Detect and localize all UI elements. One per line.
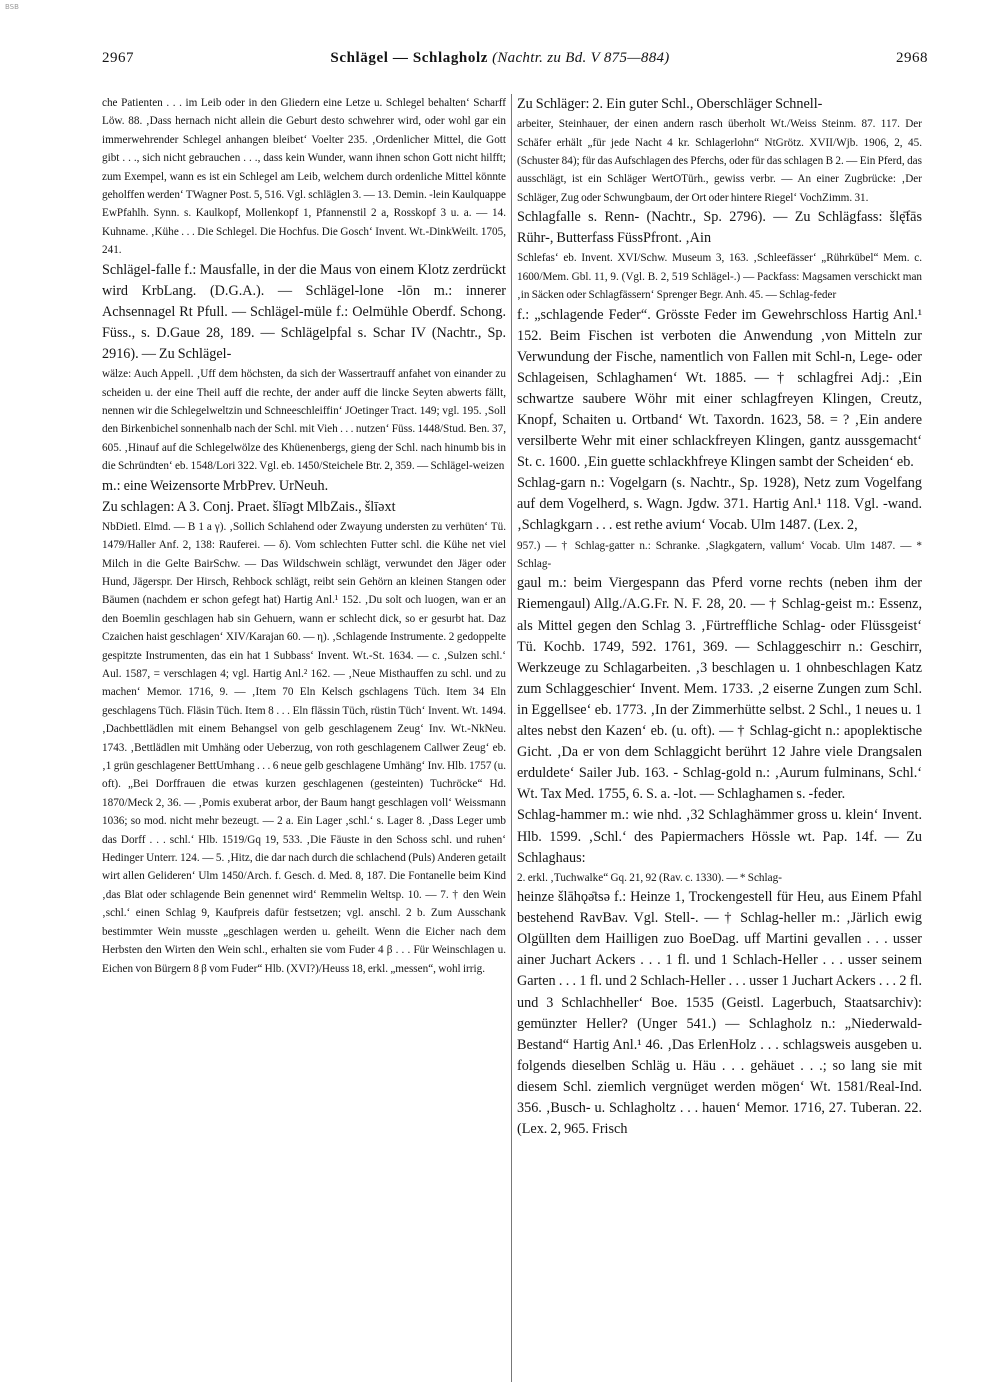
entry-paragraph: che Patienten . . . im Leib oder in den Gliedern eine Letze u. Schlegel behalten‘ Scharff Löw. 88. ‚Dass hernach nicht allein die Geburt desto schwehrer wird, oder wohl gar ein immerwehrender Schlegel anhangen bleibet‘ Voelter 235. ‚Ordenlicher Mittel, die Gott gibt . . ., sich nicht gebrauchen . . ., dass kein Wunder, wann ihnen schon Gott nicht hilfft; zum Exempel, wann es ist ein Schlegel am Leib, welchem durch ordenliche Mittel könnte geholffen werden‘ TWagner Post. 5, 516. Vgl. schläglen 3. — 13. Demin. -lein Kaulquappe EwPfahlh. Synn. s. Kaulkopf, Mollenkopf 1, Pfannenstil 2 a, Rosskopf 3 u. a. — 14. Kuhname. ‚Kühe . . . Die Schlegel. Die Hochfus. Die Gosch‘ Invent. Wt.-DinkWeilt. 1705, 241. <box>102 97 506 257</box>
library-stamp: BSB <box>5 3 19 11</box>
entry-paragraph: 2. erkl. ‚Tuchwalke“ Gq. 21, 92 (Rav. c. 1330). — * Schlag- <box>517 871 782 884</box>
entry-paragraph: Zu schlagen: A 3. Conj. Praet. šlīəgt MlbZais., šlīəxt <box>102 498 396 515</box>
entry-paragraph: 957.) — † Schlag-gatter n.: Schranke. ‚Slagkgatern, vallum‘ Vocab. Ulm 1487. — * Schlag- <box>517 539 922 570</box>
entry-paragraph: Schlag-hammer m.: wie nhd. ‚32 Schlaghämmer gross u. klein‘ Invent. Hlb. 1599. ‚Schl.‘ des Papiermachers Hössle wt. Pap. 14f. — Zu Schlaghaus: <box>517 807 922 866</box>
running-header <box>0 50 1000 67</box>
entry-paragraph: Schlagfalle s. Renn- (Nachtr., Sp. 2796). — Zu Schlägfass: šlę̄fās Rühr-, Butterfass FüssPfront. ‚Ain <box>517 209 922 247</box>
right-column <box>517 94 922 1384</box>
entry-paragraph: Zu Schläger: 2. Ein guter Schl., Oberschläger Schnell- <box>517 96 823 112</box>
entry-paragraph: wälze: Auch Appell. ‚Uff dem höchsten, da sich der Wassertrauff anfahet von einander zu scheiden u. der eine Theil auff die rechte, der ander auff die lincke Seyten abwerts fällt, nennen wir die Schlegelweltzin und Schneeschleiffin‘ JOetinger Tract. 149; vgl. 195. ‚Soll den Birkenbichel sonnenhalb nach der Schl. mit Vieh . . . nutzen‘ Füss. 1448/Stud. Ben. 37, 605. ‚Hinauf auf die Schlegelwölze des Khüenenbergs, gieng der Schl. nach hinumb bis in die Schründten‘ eb. 1548/Lori 322. Vgl. eb. 1450/Steichele Btr. 2, 359. — Schlägel-weizen <box>102 368 506 473</box>
entry-paragraph: Schlag-garn n.: Vogelgarn (s. Nachtr., Sp. 1928), Netz zum Vogelfang auf dem Vogelherd, s. Wagn. Jgdw. 371. Hartig Anl.¹ 118. Vgl. -wand. ‚Schlagkgarn . . . est rethe avium‘ Vocab. Ulm 1487. (Lex. 2, <box>517 475 922 534</box>
left-column <box>102 94 506 1384</box>
page-number-right: 2968 <box>896 50 928 66</box>
entry-paragraph: arbeiter, Steinhauer, der einen andern rasch überholt Wt./Weiss Steinm. 87. 117. Der Schäfer erhält „für jede Nacht 4 kr. Schlagerlohn“ NtGrötz. XVII/Wjb. 1906, 2, 45. (Schuster 84); für das Aufschlagen des Pferchs, oder für das schlagen B 2. — Ein Pferd, das ausschlägt, ist ein Schläger WertOTürh., gewiss verbr. — An einer Zugbrücke: ‚Der Schläger, Zug oder Schwungbaum, der Ort oder hintere Riegel‘ VochZimm. 31. <box>517 118 922 204</box>
entry-paragraph: f.: „schlagende Feder“. Grösste Feder im Gewehrschloss Hartig Anl.¹ 152. Beim Fischen ist verboten die Anwendung ‚von Mitteln zur Verwundung der Fische, namentlich von Fallen mit Schl-n, Lege- oder Schlageisen, Schlaghamen‘ Wt. 1885. — † schlagfrei Adj.: ‚Ein schwartze saubere Wöhr mit einer schlagfreyen Klingen, Creutz, Knopf, Schaiten u. Ortband‘ Wt. Taxordn. 1623, 58. = ? ‚Ein andere versilberte Wehr mit einer schlackfreyen Klingen, gantz aussgemacht‘ St. c. 1600. ‚Ein guette schlackhfreye Klingen sambt der Scheiden‘ eb. <box>517 306 922 471</box>
page-number-left: 2967 <box>102 50 134 66</box>
header-note: (Nachtr. zu Bd. V 875—884) <box>492 50 670 66</box>
entry-paragraph: Schlefas‘ eb. Invent. XVI/Schw. Museum 3, 163. ‚Schleefässer‘ „Rührkübel“ Mem. c. 1600/Mem. Gbl. 11, 9. (Vgl. B. 2, 519 Schlägel-.) — Packfass: Magsamen verschickt man ‚in Säcken oder Schlagfässern‘ Sprenger Begr. Anh. 45. — Schlag-feder <box>517 252 922 302</box>
header-headword: Schlägel — Schlagholz <box>330 50 489 66</box>
entry-paragraph: heinze šlāhǫə̄tsə f.: Heinze 1, Trockengestell für Heu, aus Einem Pfahl bestehend RavBav. Vgl. Stell-. — † Schlag-heller m.: ‚Järlich ewig Olgüllten dem Hailligen zuo BoeDag. uff Martini gevallen . . . usser ainer Juchart Ackers . . . 1 fl. und 1 Schlach-Heller . . . usser seinem Garten . . . 1 fl. und 2 Schlach-Heller . . . usser 1 Juchart Ackers . . . 2 fl. und 3 Schlachheller‘ Boe. 1535 (Geistl. Lagerbuch, Staatsarchiv): gemünzter Heller? (Unger 541.) — Schlagholz n.: „Niederwald-Bestand“ Hartig Anl.¹ 46. ‚Das ErlenHolz . . . schlagsweis ausgeben u. folgends dieselben Schläg u. Häu . . . gehäuet . . .; so lang sie mit diesem Schl. ziemlich vergnüget werden mögen‘ Wt. 1581/Real-Ind. 356. ‚Busch- u. Schlagholtz . . . hauen‘ Memor. 1716, 27. Tuberan. 22. (Lex. 2, 965. Frisch <box>517 889 922 1138</box>
column-divider <box>511 94 512 1382</box>
entry-paragraph: Schlägel-falle f.: Mausfalle, in der die Maus von einem Klotz zerdrückt wird KrbLang. (D.G.A.). — Schlägel-lone -lōn m.: innerer Achsennagel Rt Pfull. — Schlägel-müle f.: Oelmühle Oberdf. Schong. Füss., s. D.Gaue 28, 189. — Schlägelpfal s. Schar IV (Nachtr., Sp. 2916). — Zu Schlägel- <box>102 261 506 363</box>
entry-paragraph: gaul m.: beim Viergespann das Pferd vorne rechts (neben ihm der Riemengaul) Allg./A.G.Fr. N. F. 28, 20. — † Schlag-geist m.: Essenz, als Mittel gegen den Schlag 3. ‚Fürtreffliche Schlag- oder Flüssgeist‘ Tü. Kochb. 1749, 592. 1761, 369. — Schlaggeschirr n.: Geschirr, Werkzeuge zu Schlagarbeiten. ‚3 beschlagen u. 1 ohnbeschlagen Katz zum Schlaggeschier‘ Invent. Mem. 1733. ‚2 eiserne Zungen zum Schl. in Eggellsee‘ eb. 1773. ‚In der Zimmerhütte selbst. 2 Schl., 1 neues u. 1 altes nebst den Kazen‘ eb. (u. oft). — † Schlag-gicht n.: apoplektische Gicht. ‚Da er von dem Schlaggicht berührt 12 Jahre viele Drangsalen erduldete‘ Sailer Jub. 163. - Schlag-gold n.: ‚Aurum fulminans, Schl.‘ Wt. Tax Med. 1755, 6. S. a. -lot. — Schlaghamen s. -feder. <box>517 575 922 803</box>
entry-paragraph: m.: eine Weizensorte MrbPrev. UrNeuh. <box>102 477 329 494</box>
entry-paragraph: NbDietl. Elmd. — B 1 a γ). ‚Sollich Schlahend oder Zwayung understen zu verhüten‘ Tü. 1479/Haller Anf. 2, 138: Rauferei. — δ). Vom schlechten Futter schl. die Kühe net viel Milch in die Gelte BairSchw. — Das Wildschwein schlägt, verwundet den Jäger oder Hund, Jägerspr. Der Hirsch, Rehbock schlägt, reibt sein Gehörn an kleinen Stangen oder Bäumen (nachdem er schon gefegt hat) Hartig Anl.¹ 152. ‚Du solt och luogen, wan er an den Boemlin geschlagen hab sin Gehuern, wann er schlecht dick, so er gesurbt hat. Daz Czaichen haist geschlagen‘ XIV/Karajan 60. — η). ‚Schlagende Instrumente. 2 gedoppelte gespitzte Instrumenten, das ein hat 1 Subbass‘ Invent. Wt.-St. 1634. — c. ‚Sulzen schl.‘ Aul. 1587, = verschlagen 4; vgl. Hartig Anl.² 162. — ‚Neue Misthauffen zu schl. und zu machen‘ Memor. 1716, 9. — ‚Item 70 Eln Kelsch gschlagens Tüch. Item 34 Eln geschlagens Tüch. Fläsin Tüch. Item 8 . . . Eln flässin Tüch, rüstin Tüch‘ Invent. Wt. 1494. ‚Dachbettlädlen mit einem Behangsel von gelb geschlagenem Zeug‘ Inv. Wt.-NkNeu. 1743. ‚Bettlädlen mit Umhäng oder Ueberzug, von roth geschlagenem Callwer Zeug‘ eb. ‚1 grün geschlagener BettUmhang . . . 6 neue gelb geschlagene Umhäng‘ Inv. Hlb. 1757 (u. oft). „Bei Dorffrauen die etwas kurzen geschlagenen (gesteinten) Tuchröcke“ Hd. 1870/Meck 2, 36. — ‚Pomis exuberat arbor, der Baum hangt geschlagen voll‘ Weissmann 1036; so mod. nicht mehr bezeugt. — 2 a. Ein Lager ‚schl.‘ s. Lager 8. ‚Dass Leger umb das Dorff . . . schl.‘ Hlb. 1519/Gq 19, 533. ‚Die Fäuste in den Schoss schl. und ruhen‘ Hedinger Unterr. 124. — 5. ‚Hitz, die dar nach durch die schlachend (Puls) Anderen getailt wirt allen Gelideren‘ Ulm 1450/Arch. f. Gesch. d. Med. 8, 187. Die Fontanelle beim Kind ‚das Blat oder schlagende Bein genennet wird‘ Remmelin Weltsp. 10. — 7. † den Wein ‚schl.‘ einen Schlag 9, Kaufpreis dafür festsetzen; vgl. anschl. 2 b. Zum Ausschank bestimmter Wein musste „geschlagen werden u. geheilt. Wenn die Eicher nach dem Herbsten den Wirten den Wein schl., erhalten sie vom Fuder 4 β . . . Für Weinschlagen u. Eichen von Bürgern 8 β vom Fuder“ Hlb. (XVI?)/Heuss 18, erkl. „messen“, wohl irrig. <box>102 520 506 975</box>
